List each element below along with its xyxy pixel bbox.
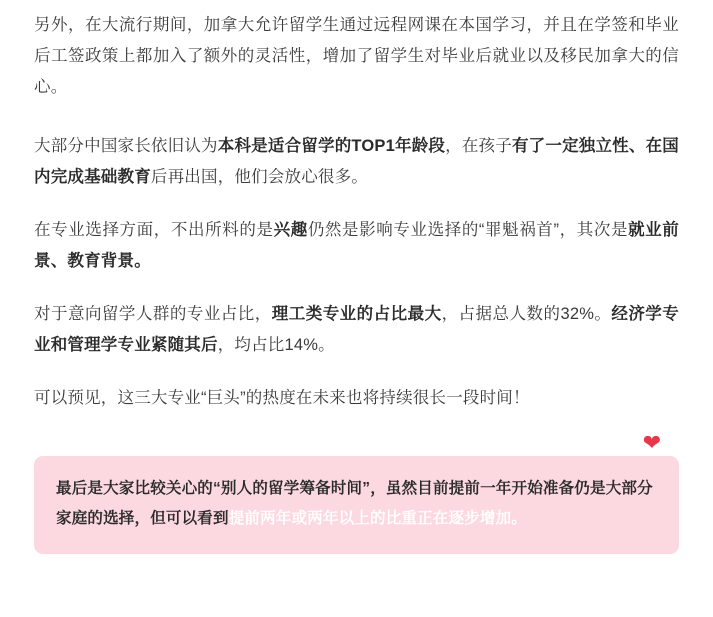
paragraph-2: 大部分中国家长依旧认为本科是适合留学的TOP1年龄段，在孩子有了一定独立性、在国内完成基础教育后再出国，他们会放心很多。 (34, 137, 680, 186)
paragraph-1: 另外，在大流行期间，加拿大允许留学生通过远程网课在本国学习，并且在学签和毕业后工签政策上都加入了额外的灵活性，增加了留学生对毕业后就业以及移民加拿大的信心。 (34, 16, 679, 96)
paragraph-4: 对于意向留学人群的专业占比，理工类专业的占比最大，占据总人数的32%。经济学专业和管理学专业紧随其后，均占比14%。 (34, 305, 679, 354)
paragraph-5: 可以预见，这三大专业“巨头”的热度在未来也将持续很长一段时间！ (34, 389, 530, 407)
heart-icon: ❤ (642, 430, 661, 455)
highlight-callout-text: 最后是大家比较关心的“别人的留学筹备时间”，虽然目前提前一年开始准备仍是大部分家庭的选择，但可以看到提前两年或两年以上的比重正在逐步增加。 (56, 480, 653, 527)
highlight-callout (34, 430, 679, 554)
paragraph-3: 在专业选择方面，不出所料的是兴趣仍然是影响专业选择的“罪魁祸首”，其次是就业前景、教育背景。 (34, 221, 679, 270)
